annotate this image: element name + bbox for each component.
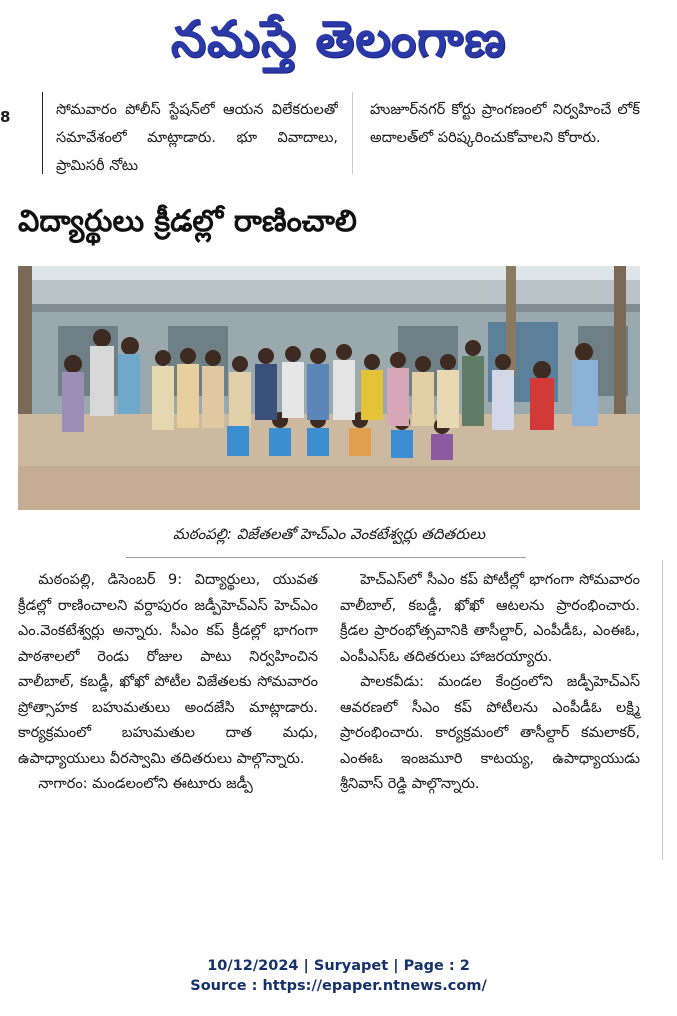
- page-marker: 8: [0, 108, 11, 126]
- article-paragraph: నాగారం: మండలంలోని ఈటూరు జడ్పీ: [38, 776, 253, 792]
- column-divider: [352, 92, 353, 174]
- article-column-right: [340, 568, 640, 798]
- previous-article-left: సోమవారం పోలీస్ స్టేషన్‌లో ఆయన విలేకరులతో సమావేశంలో మాట్లాడారు. భూ వివాదాలు, ప్రామిసరీ నోటు: [56, 102, 338, 174]
- masthead-title: నమస్తే తెలంగాణ: [170, 10, 507, 68]
- footer-source-line: Source : https://epaper.ntnews.com/: [190, 978, 487, 994]
- photo-caption: మఠంపల్లి: విజేతలతో హెచ్‌ఎం వెంకటేశ్వర్లు తదితరులు: [172, 525, 486, 543]
- column-divider: [42, 92, 43, 174]
- previous-article-right: హుజూర్‌నగర్ కోర్టు ప్రాంగణంలో నిర్వహించే లోక్ అదాలత్‌లో పరిష్కరించుకోవాలని కోరారు.: [370, 102, 640, 146]
- article-paragraph: హెచ్‌ఎస్‌లో సీఎం కప్ పోటీల్లో భాగంగా సోమవారం వాలీబాల్, కబడ్డీ, ఖోఖో ఆటలను ప్రారంభించారు. క్రీడల ప్రారంభోత్సవానికి తాసీల్దార్, ఎంపీడీఓ, ఎంఈఓ, ఎంపీఎస్‌ఓ తదితరులు హాజరయ్యారు.: [340, 572, 640, 665]
- article-photo: [18, 266, 640, 510]
- article-headline: విద్యార్థులు క్రీడల్లో రాణించాలి: [18, 204, 357, 239]
- article-column-left: [18, 568, 318, 798]
- caption-rule: [126, 557, 526, 558]
- group-photo-illustration: [18, 266, 640, 510]
- article-paragraph: మఠంపల్లి, డిసెంబర్ 9: విద్యార్థులు, యువత క్రీడల్లో రాణించాలని వర్దాపురం జడ్పీహెచ్‌ఎస్ హెచ్‌ఎం ఎం.వెంకటేశ్వర్లు అన్నారు. సీఎం కప్ క్రీడల్లో భాగంగా పాఠశాలలో రెండు రోజుల పాటు నిర్వహించిన వాలీబాల్, కబడ్డీ, ఖోఖో పోటీల విజేతలకు సోమవారం ప్రోత్సాహక బహుమతులు అందజేసి మాట్లాడారు. కార్యక్రమంలో బహుమతుల దాత మధు, ఉపాధ్యాయులు వీరస్వామి తదితరులు పాల్గొన్నారు.: [18, 572, 318, 767]
- masthead: [0, 4, 677, 76]
- footer-date-line: 10/12/2024 | Suryapet | Page : 2: [207, 958, 470, 974]
- column-divider: [662, 560, 663, 860]
- article-paragraph: పాలకవీడు: మండల కేంద్రంలోని జడ్పీహెచ్‌ఎస్ ఆవరణలో సీఎం కప్ పోటీలను ఎంపీడీఓ లక్ష్మి ప్రారంభించారు. కార్యక్రమంలో తాసీల్దార్ కమలాకర్, ఎంఈఓ ఇంజమూరి కాటయ్య, ఉపాధ్యాయుడు శ్రీనివాస్ రెడ్డి పాల్గొన్నారు.: [340, 674, 640, 792]
